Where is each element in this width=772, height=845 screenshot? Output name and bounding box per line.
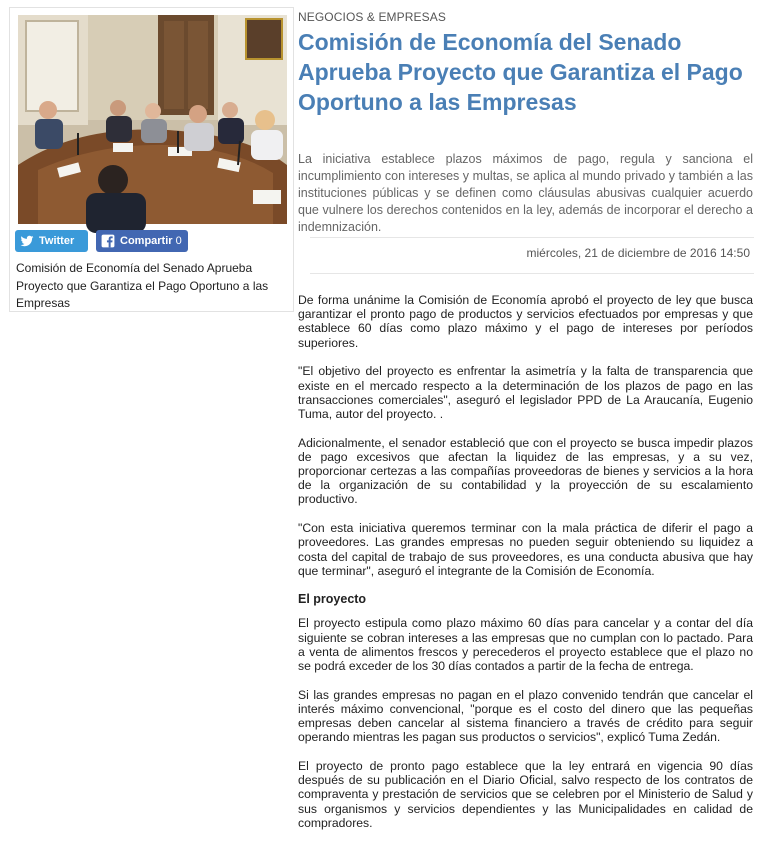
body-paragraph-6: Si las grandes empresas no pagan en el plazo convenido tendrán que cancelar el interés máximo convencional, "porque es el costo del dinero que las pequeñas empresas deben cancelar al sistema financiero a través de crédito para seguir operando mientras les pagan sus productos o servicios", explicó Tuma Zedán. (298, 687, 753, 745)
twitter-share-button[interactable] (15, 230, 88, 252)
section-category[interactable]: NEGOCIOS & EMPRESAS (298, 10, 446, 24)
body-paragraph-5: El proyecto estipula como plazo máximo 60 días para cancelar y a contar del día siguiente se cobran intereses a las empresas que no cumplan con lo pactado. Para a venta de alimentos frescos y perecederos el proyecto establece que el plazo no se podrá exceder de los 30 días contados a partir de la fecha de entrega. (298, 616, 753, 674)
date-divider-bottom (310, 273, 754, 274)
meeting-photo-illustration (18, 15, 287, 224)
facebook-share-count: 0 (175, 235, 182, 247)
body-paragraph-7: El proyecto de pronto pago establece que la ley entrará en vigencia 90 días después de su publicación en el Diario Oficial, salvo respecto de los contratos de compraventa y prestación de servicios que se celebren por el Ministerio de Salud y sus organismos y servicios dependientes y las Municipalidades en calidad de compradores. (298, 759, 753, 830)
article-image-card (9, 7, 294, 312)
article-title: Comisión de Economía del Senado Aprueba Proyecto que Garantiza el Pago Oportuno a las Empresas (298, 29, 743, 115)
article-body (298, 293, 753, 845)
facebook-icon (101, 234, 115, 248)
body-paragraph-3: Adicionalmente, el senador estableció que con el proyecto se busca impedir plazos de pago excesivos que afectan la liquidez de las empresas, y a su vez, proporcionar certezas a las compañías proveedoras de bienes y servicios a la hora de la organización de su contabilidad y la proyección de su escalamiento productivo. (298, 435, 753, 507)
facebook-share-button[interactable] (96, 230, 188, 252)
image-caption: Comisión de Economía del Senado Aprueba Proyecto que Garantiza el Pago Oportuno a las Empresas (16, 261, 269, 310)
body-paragraph-1: De forma unánime la Comisión de Economía aprobó el proyecto de ley que busca garantizar el pronto pago de productos y servicios efectuados por empresas y que establece 60 días como plazo máximo y el pago de intereses por períodos superiores. (298, 293, 753, 350)
date-divider-top (310, 237, 754, 238)
twitter-bird-icon (20, 234, 34, 248)
body-paragraph-4: "Con esta iniciativa queremos terminar con la mala práctica de diferir el pago a proveedores. Las grandes empresas no pueden seguir obteniendo su liquidez a costa del capital de trabajo de sus proveedores, es una conducta abusiva que hay que terminar", aseguró el integrante de la Comisión de Economía. (298, 521, 753, 578)
twitter-share-label: Twitter (39, 235, 75, 247)
body-paragraph-2: "El objetivo del proyecto es enfrentar la asimetría y la falta de transparencia que existe en el mercado respecto a la determinación de los plazos de pago en las transacciones comerciales", aseguró el legislador PPD de La Araucanía, Eugenio Tuma, autor del proyecto. . (298, 364, 753, 421)
meeting-photo (18, 15, 287, 224)
article-date: miércoles, 21 de diciembre de 2016 14:50 (526, 246, 750, 260)
article-lead: La iniciativa establece plazos máximos de pago, regula y sanciona el incumplimiento con intereses y multas, se aplica al mundo privado y también a las instituciones públicas y se definen como cláusulas abusivas cualquier acuerdo que vulnere los derechos contenidos en la ley, además de incorporar el derecho a indemnización. (298, 152, 753, 234)
body-subheading: El proyecto (298, 592, 367, 607)
facebook-share-label: Compartir (120, 235, 173, 247)
